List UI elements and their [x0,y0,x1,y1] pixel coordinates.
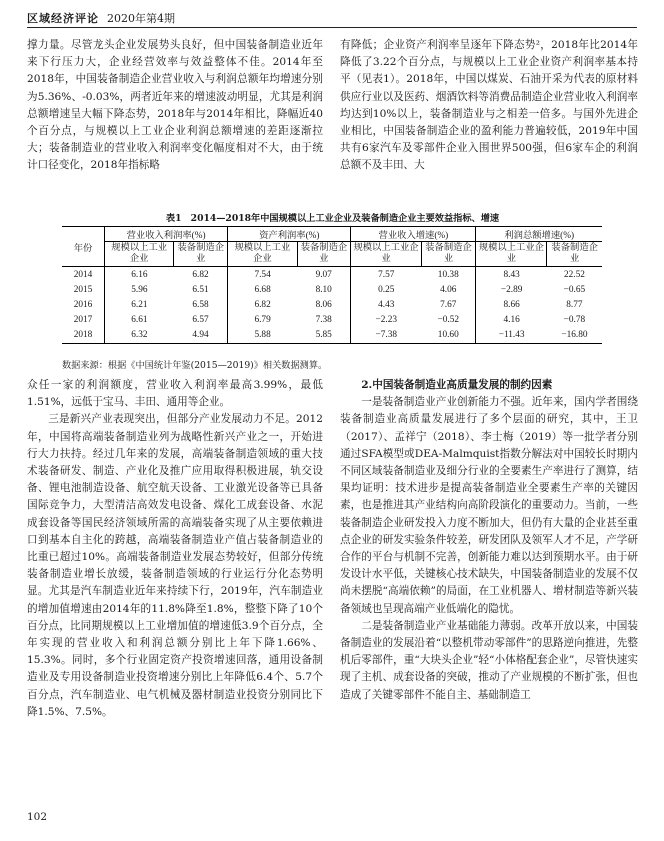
value-cell: 9.07 [297,267,351,283]
value-cell: 5.88 [228,328,297,344]
year-cell: 2017 [62,313,105,328]
table-note: 数据来源：根据《中国统计年鉴(2015—2019)》相关数据测算。 [62,360,328,371]
column-1-top [27,37,323,175]
value-cell: −16.80 [547,328,602,344]
value-cell: 22.52 [563,269,585,280]
value-cell: 10.38 [421,267,476,283]
value-cell: 7.38 [297,313,351,328]
year-cell: 2016 [62,297,105,312]
column-2-bottom [340,377,638,704]
value-cell: 8.10 [297,282,351,297]
value-cell: 6.82 [254,299,271,310]
value-cell: 6.82 [174,267,228,283]
paragraph: 二是装备制造业产业基础能力薄弱。改革开放以来，中国装备制造业的发展沿着“以整机带动零部件”的思路逆向推进，先整机后零部件，重“大块头企业”轻“小体格配套企业”，尽管快速实现了主机、成套设备的突破，推动了产业规模的不断扩张，但也造成了关键零部件不能自主、基础制造工 [340,619,638,701]
value-cell: 7.57 [378,269,395,280]
table-caption: 表1 2014—2018年中国规模以上工业企业及装备制造企业主要效益指标、增速 [165,213,500,224]
value-cell: 8.43 [503,269,520,280]
group-header: 营业收入增速(%) [351,227,476,242]
sub-header: 规模以上工业企业 [476,242,547,267]
value-cell: −0.78 [563,315,586,326]
sub-header: 装备制造企业 [547,242,602,267]
table-row [62,282,602,297]
value-cell: −7.38 [351,328,421,344]
value-cell: 4.43 [378,299,395,310]
value-cell: 8.06 [297,297,351,312]
sub-header: 规模以上工业企业 [228,242,297,267]
page-number: 102 [27,811,48,823]
group-header: 利润总额增速(%) [476,227,602,242]
value-cell: 10.60 [421,328,476,344]
value-cell: 0.25 [378,284,395,295]
table-row [62,313,602,328]
value-cell: 6.79 [254,315,271,326]
value-cell: −2.23 [375,315,398,326]
paragraph: 一是装备制造业产业创新能力不强。近年来，国内学者围绕装备制造业高质量发展进行了多个层面的研究，其中，王卫（2017）、孟祥宁（2018）、李士梅（2019）等一批学者分别通过SFA模型或DEA-Malmquist指数分解法对中国较长时期内不同区域装备制造业及细分行业的全要素生产率进行了测算，结果均证明：技术进步是提高装备制造业全要素生产率的关键因素，也是推进其产业结构向高阶段演化的重要动力。当前，一些装备制造企业研发投入力度不断加大，但仍有大量的企业甚至重点企业的研发实验条件较差，研发团队及领军人才不足，产学研合作的平台与机制不完善，创新能力难以达到预期水平。由于研发设计水平低，关键核心技术缺失，中国装备制造业的发展不仅尚未摆脱“高端依赖”的局面，在工业机器人、增材制造等新兴装备领域也呈现高端产业低端化的隐忧。 [340,396,638,615]
value-cell: 5.96 [131,284,148,295]
value-cell: −0.52 [421,313,476,328]
value-cell: 6.61 [131,315,148,326]
value-cell: 8.66 [503,299,520,310]
paragraph: 三是新兴产业表现突出，但部分产业发展动力不足。2012年，中国将高端装备制造业列为战略性新兴产业之一，开始进行大力扶持。经过几年来的发展，高端装备制造领域的重大技术装备研发、制造、产业化及推广应用取得积极进展，轨交设备、锂电池制造设备、航空航天设备、工业激光设备等已具备国际竞争力，大型清洁高效发电设备、煤化工成套设备、水泥成套设备等国民经济领域所需的高端装备实现了从主要依赖进口到基本自主化的跨越，高端装备制造业产值占装备制造业的比重已超过10%。高端装备制造业发展态势较好，但部分传统装备制造业增长放缓，装备制造领域的行业运行分化态势明显。尤其是汽车制造业近年来持续下行，2019年，汽车制造业的增加值增速由2014年的11.8%降至1.8%，整整下降了10个百分点，比同期规模以上工业增加值的增速低3.9个百分点，全年实现的营业收入和利润总额分别比上年下降1.66%、15.3%。同时，多个行业固定资产投资增速回落，通用设备制造业及专用设备制造业投资增速分别比上年降低6.4个、5.7个百分点，汽车制造业、电气机械及器材制造业投资分别同比下降1.5%、7.5%。 [27,413,323,718]
table-row [62,297,602,312]
value-cell: 7.67 [421,297,476,312]
value-cell: 6.51 [174,282,228,297]
value-cell: 6.32 [105,328,174,344]
paragraph: 撑力量。尽管龙头企业发展势头良好，但中国装备制造业近年来下行压力大，企业经营效率与效益整体不佳。2014年至2018年，中国装备制造企业营业收入与利润总额年均增速分别为5.36%、-0.03%，两者近年来的增速波动明显，尤其是利润总额增速呈大幅下降态势，2018年与2014年相比，降幅近40个百分点，与规模以上工业企业利润总额增速的差距逐渐拉大；装备制造业的营业收入利润率变化幅度相对不大，由于统计口径变化，2018年指标略 [27,39,323,172]
value-cell: −2.89 [500,284,523,295]
value-cell: 6.57 [174,313,228,328]
value-cell: 5.85 [297,328,351,344]
section-heading: 2.中国装备制造业高质量发展的制约因素 [361,379,553,391]
year-cell: 2015 [62,282,105,297]
sub-header: 规模以上工业企业 [351,242,421,267]
journal-issue: 2020年第4期 [107,12,175,25]
group-header: 资产利润率(%) [228,227,351,242]
value-cell: −11.43 [476,328,547,344]
paragraph: 众任一家的利润额度，营业收入利润率最高3.99%，最低1.51%，远低于宝马、丰田、通用等企业。 [27,379,323,409]
data-table [62,226,602,344]
value-cell: 6.16 [131,269,148,280]
value-cell: 6.58 [174,297,228,312]
value-cell: 8.77 [566,299,583,310]
value-cell: −0.65 [563,284,586,295]
journal-name: 区域经济评论 [27,12,99,25]
sub-header: 装备制造企业 [174,242,228,267]
value-cell: 4.06 [421,282,476,297]
value-cell: 7.54 [254,269,271,280]
year-header: 年份 [62,227,105,267]
sub-header: 规模以上工业企业 [105,242,174,267]
value-cell: 4.16 [503,315,520,326]
column-2-top [340,37,638,175]
value-cell: 4.94 [174,328,228,344]
paragraph: 有降低；企业资产利润率呈逐年下降态势²，2018年比2014年降低了3.22个百分点，与规模以上工业企业资产利润率基本持平（见表1）。2018年，中国以煤炭、石油开采为代表的原材料供应行业以及医药、烟酒饮料等消费品制造企业营业收入利润率均达到10%以上，装备制造业与之相差一倍多。与国外先进企业相比，中国装备制造企业的盈利能力普遍较低，2019年中国共有6家汽车及零部件企业入围世界500强，但6家车企的利润总额不及丰田、大 [340,39,638,172]
group-header: 营业收入利润率(%) [105,227,228,242]
year-cell: 2014 [62,267,105,283]
year-cell: 2018 [62,328,105,344]
sub-header: 装备制造企业 [297,242,351,267]
table-row [62,267,602,283]
table-row [62,328,602,344]
sub-header: 装备制造企业 [421,242,476,267]
value-cell: 6.21 [131,299,148,310]
running-header [27,9,637,28]
value-cell: 6.68 [254,284,271,295]
column-1-bottom [27,377,323,721]
